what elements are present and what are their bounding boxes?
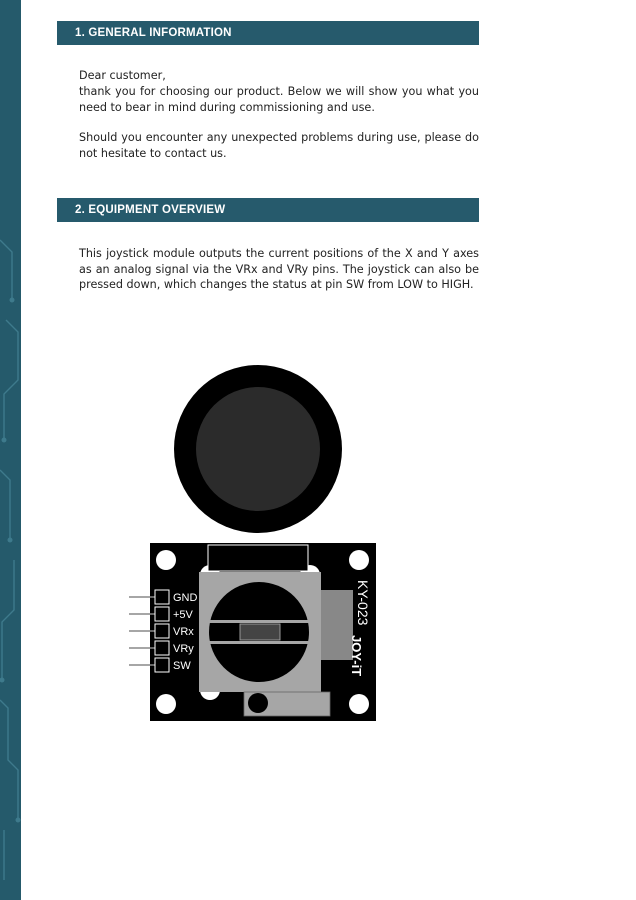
intro-paragraph: thank you for choosing our product. Below we will show you what you need to bear in mind during commissioning and use.	[79, 85, 479, 114]
side-decoration-strip	[0, 0, 21, 900]
pin-label-vrx: VRx	[173, 626, 194, 638]
gimbal-rail-bottom	[206, 641, 312, 644]
bottom-pot-shaft	[248, 693, 268, 713]
brand-logo: JOY-iT	[349, 635, 364, 677]
joystick-knob-inner	[196, 387, 320, 511]
pin-label-vry: VRy	[173, 643, 194, 655]
gimbal-rail-top	[206, 620, 312, 623]
pin-label-gnd: GND	[173, 592, 198, 604]
joystick-module-illustration	[118, 362, 388, 724]
greeting-text: Dear customer,	[79, 69, 166, 82]
gimbal-slot	[240, 624, 280, 640]
top-bracket	[208, 545, 308, 571]
contact-paragraph: Should you encounter any unexpected problems during use, please do not hesitate to contact us.	[79, 131, 479, 160]
pin-header	[129, 590, 169, 672]
equipment-description-paragraph: This joystick module outputs the current positions of the X and Y axes as an analog signal via the VRx and VRy pins. The joystick can also be pressed down, which changes the status at pin SW from LOW to HIGH.	[79, 247, 479, 291]
circuit-trace-pattern	[0, 0, 21, 900]
side-potentiometer	[321, 590, 353, 660]
section-heading-general-information: 1. GENERAL INFORMATION	[57, 21, 479, 45]
pin-label-5v: +5V	[173, 609, 193, 621]
model-label: KY-023	[355, 580, 371, 626]
pin-label-sw: SW	[173, 660, 191, 672]
section-heading-equipment-overview: 2. EQUIPMENT OVERVIEW	[57, 198, 479, 222]
